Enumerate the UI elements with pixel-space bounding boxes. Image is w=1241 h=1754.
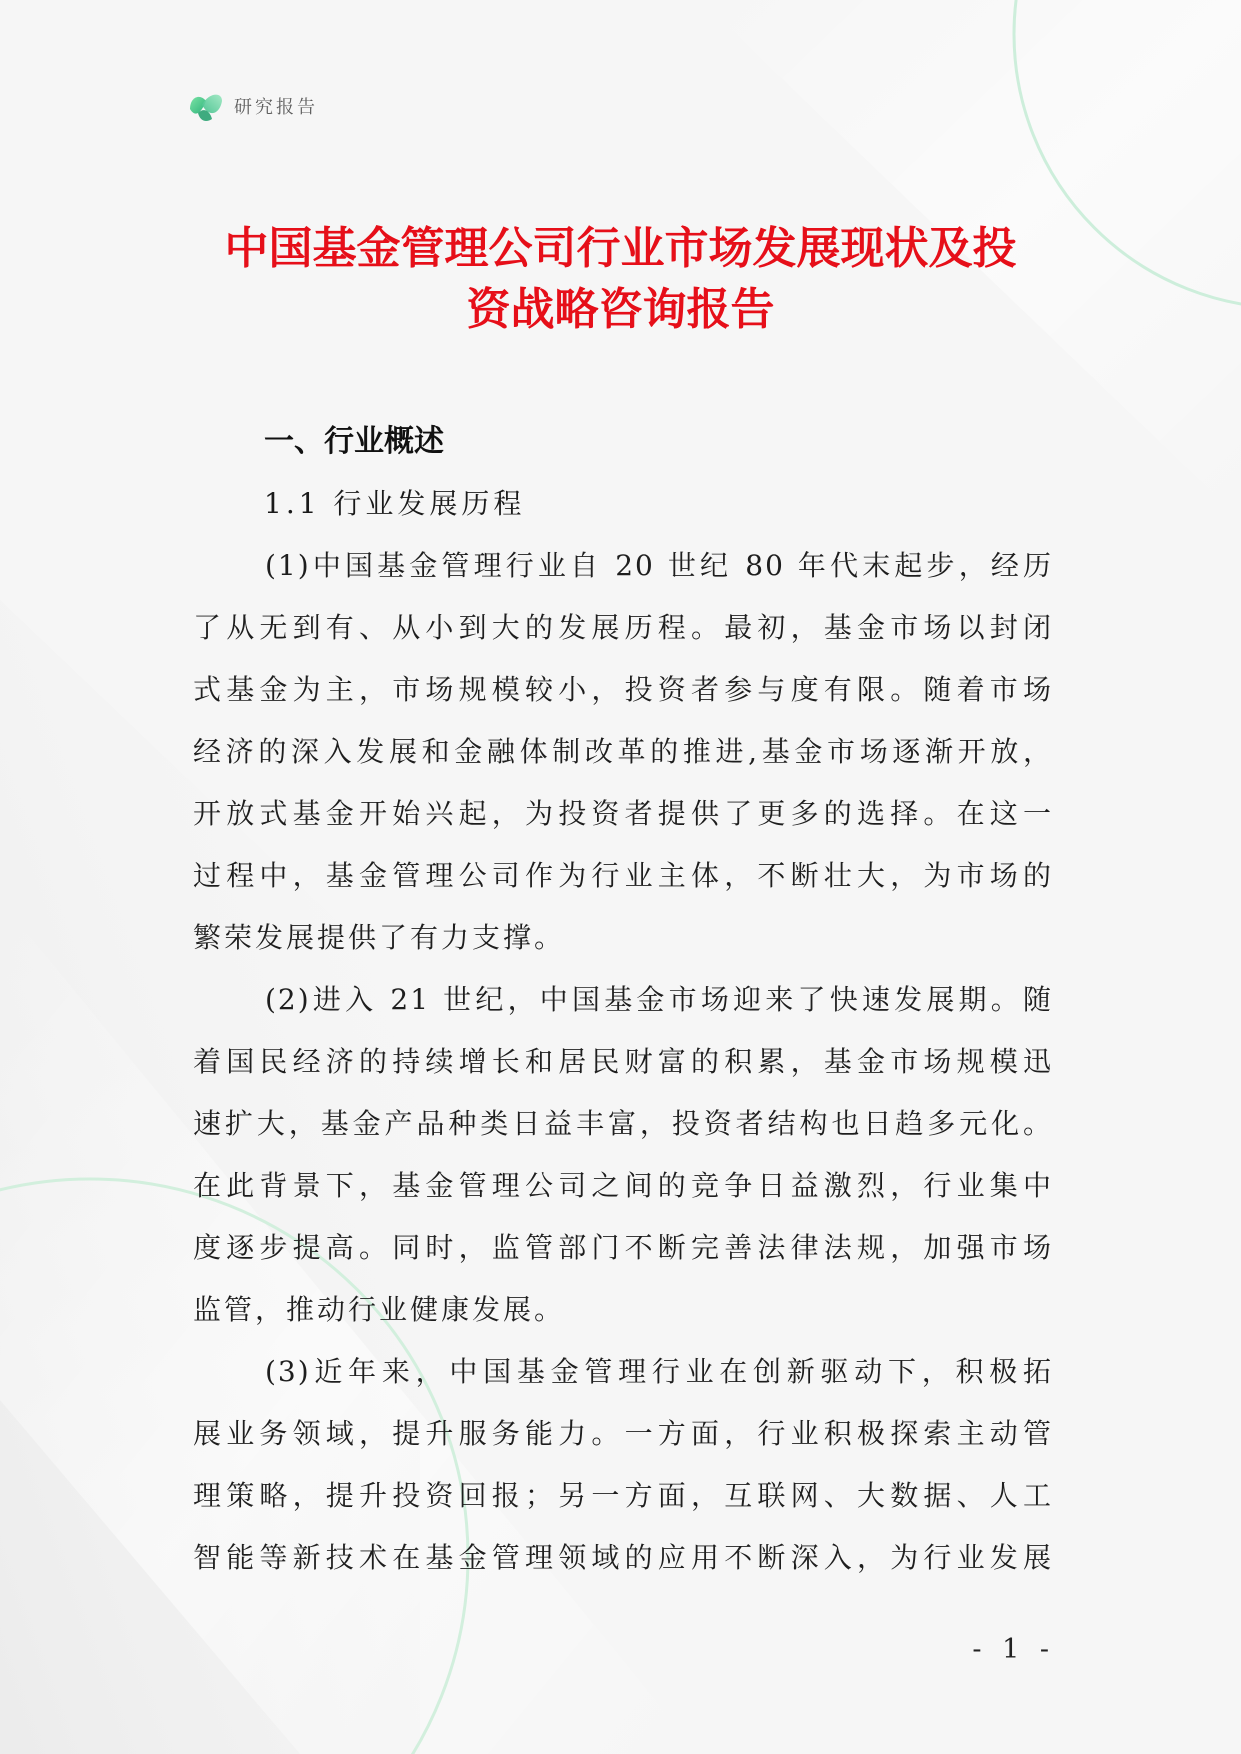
document-body [193, 411, 1053, 1589]
header-label: 研究报告 [234, 97, 318, 118]
paragraph-line: 着国民经济的持续增长和居民财富的积累，基金市场规模迅 [193, 1045, 1053, 1078]
paragraph-line: (3)近年来，中国基金管理行业在创新驱动下，积极拓 [265, 1355, 1053, 1388]
paragraph [193, 535, 1053, 969]
section-heading: 一、行业概述 [264, 424, 444, 459]
paragraph-line: 速扩大，基金产品种类日益丰富，投资者结构也日趋多元化。 [193, 1107, 1053, 1140]
paragraph-line: (2)进入 21 世纪，中国基金市场迎来了快速发展期。随 [265, 983, 1053, 1016]
page-number: - 1 - [972, 1634, 1055, 1665]
title-line: 中国基金管理公司行业市场发展现状及投 [224, 223, 1017, 274]
subsection-heading: 1.1 行业发展历程 [264, 487, 526, 520]
report-header [188, 88, 318, 124]
paragraph-line: 了从无到有、从小到大的发展历程。最初，基金市场以封闭 [193, 611, 1053, 644]
paragraph-line: 展业务领域，提升服务能力。一方面，行业积极探索主动管 [193, 1417, 1053, 1450]
paragraph-line: (1)中国基金管理行业自 20 世纪 80 年代末起步，经历 [265, 549, 1053, 582]
paragraph-line: 过程中，基金管理公司作为行业主体，不断壮大，为市场的 [193, 859, 1053, 892]
title-line: 资战略咨询报告 [466, 284, 775, 335]
paragraph-line: 监管，推动行业健康发展。 [193, 1293, 566, 1326]
report-title [0, 218, 1241, 340]
paragraph-line: 在此背景下，基金管理公司之间的竞争日益激烈，行业集中 [193, 1169, 1053, 1202]
paragraph-line: 繁荣发展提供了有力支撑。 [193, 921, 566, 954]
paragraph-line: 度逐步提高。同时，监管部门不断完善法律法规，加强市场 [193, 1231, 1053, 1264]
paragraph [193, 1341, 1053, 1589]
paragraph-line: 式基金为主，市场规模较小，投资者参与度有限。随着市场 [193, 673, 1053, 706]
paragraph-line: 智能等新技术在基金管理领域的应用不断深入，为行业发展 [193, 1541, 1053, 1574]
paragraph-line: 经济的深入发展和金融体制改革的推进,基金市场逐渐开放， [193, 735, 1053, 768]
paragraph-line: 理策略，提升投资回报；另一方面，互联网、大数据、人工 [193, 1479, 1053, 1512]
paragraph [193, 969, 1053, 1341]
green-leaf-logo-icon [188, 89, 224, 123]
paragraph-line: 开放式基金开始兴起，为投资者提供了更多的选择。在这一 [193, 797, 1053, 830]
